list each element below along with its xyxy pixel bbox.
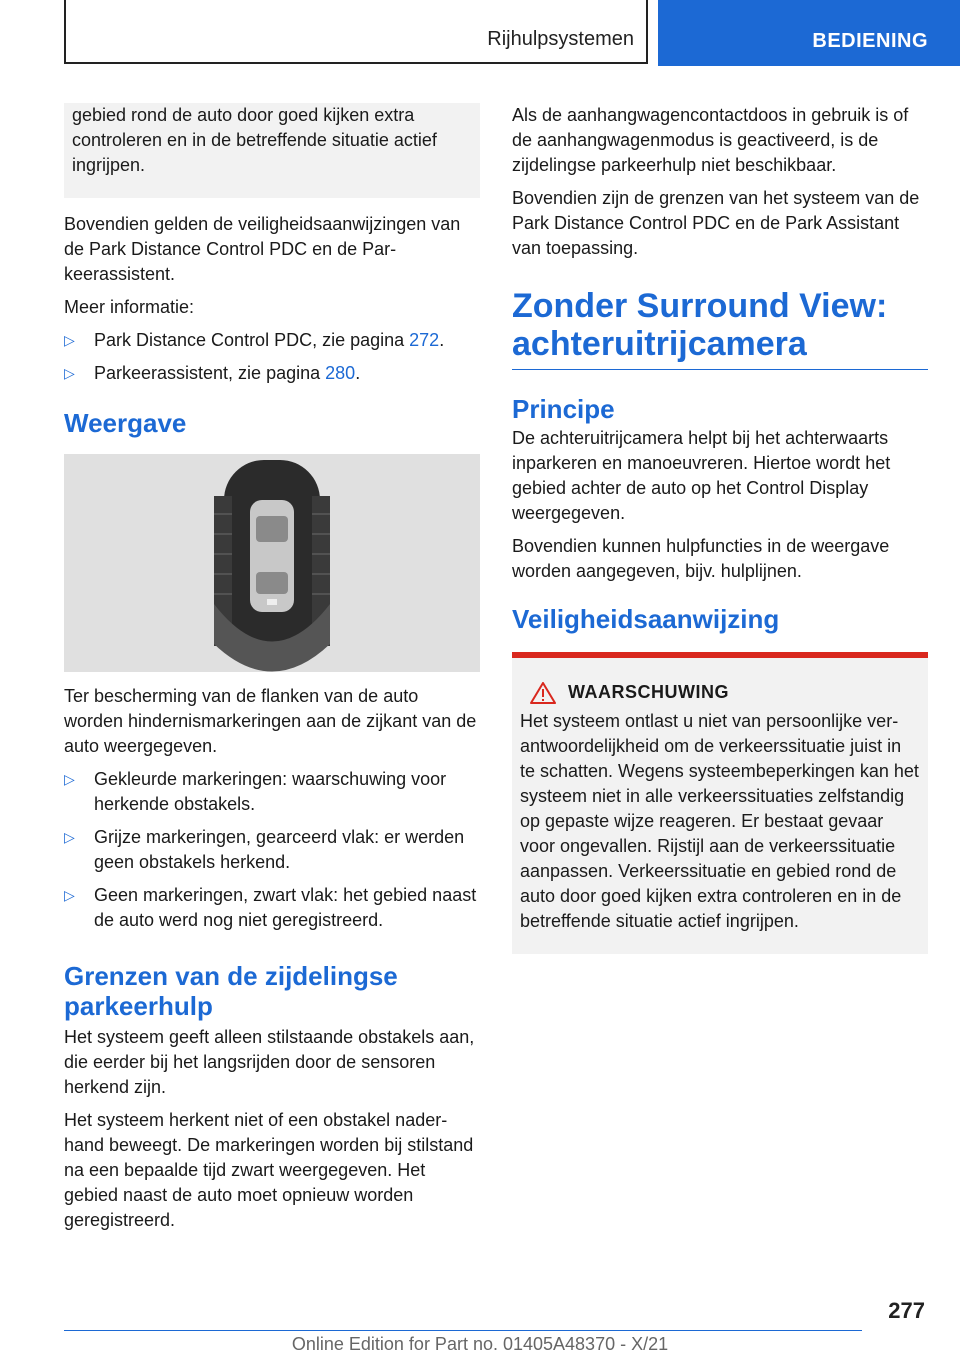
paragraph: Meer informatie:	[64, 297, 195, 317]
paragraph: Bovendien kunnen hulpfuncties in de weergave worden aangegeven, bijv. hulplijnen.	[512, 536, 890, 581]
left-column	[64, 103, 480, 1241]
footer-divider	[64, 1330, 862, 1331]
list-item: ▷ Parkeerassistent, zie pagina 280.	[64, 361, 480, 386]
chapter-heading-block	[512, 287, 928, 370]
triangle-bullet-icon: ▷	[64, 887, 75, 903]
triangle-bullet-icon: ▷	[64, 365, 75, 381]
header-section-title: Rijhulpsystemen	[487, 28, 634, 50]
warning-box	[512, 652, 928, 954]
reference-list	[64, 328, 480, 386]
paragraph: Bovendien zijn de grenzen van het systeem van de Park Distance Control PDC en de Park Assistant van toepassing.	[512, 188, 920, 258]
triangle-bullet-icon: ▷	[64, 771, 75, 787]
list-item: ▷ Gekleurde markeringen: waarschuwing voor herkende obstakels.	[64, 769, 447, 814]
paragraph: Ter bescherming van de flanken van de auto worden hindernismarkeringen aan de zijkant van de auto weergegeven.	[64, 686, 477, 756]
paragraph: De achteruitrijcamera helpt bij het achterwaarts inparkeren en manoeuvreren. Hiertoe wordt het gebied achter de auto op het Control Display weergegeven.	[512, 428, 891, 523]
header-chapter-title: BEDIENING	[812, 30, 928, 52]
warning-text: Het systeem ontlast u niet van persoonlijke verantwoordelijkheid om de verkeerssituatie juist in te schatten. Wegens systeembeperkingen kan het systeem niet in alle verkeerssituaties zelfstandig op gepaste wijze reageren. Er bestaat gevaar voor ongevallen. Rijstijl aan de verkeerssituatie aanpassen. Verkeerssituatie en gebied rond de auto door goed kijken extra controleren en in de betreffende situatie actief ingrijpen.	[520, 711, 919, 931]
heading-veiligheidsaanwijzing: Veiligheidsaanwijzing	[512, 604, 780, 634]
triangle-bullet-icon: ▷	[64, 332, 75, 348]
page-link-280[interactable]: 280	[325, 363, 356, 383]
paragraph: Als de aanhangwagencontactdoos in gebruik is of de aanhangwagenmodus is geactiveerd, is de zijdelingse parkeerhulp niet beschikbaar.	[512, 105, 909, 175]
car-top-view-icon	[64, 454, 480, 672]
header-chapter-box	[658, 0, 960, 66]
heading-principe: Principe	[512, 394, 615, 424]
warning-title: WAARSCHUWING	[568, 682, 729, 702]
list-item: ▷ Grijze markeringen, gearceerd vlak: er werden geen obstakels herkend.	[64, 827, 465, 872]
paragraph: Bovendien gelden de veiligheidsaanwijzingen van de Park Distance Control PDC en de Parkeerassistent.	[64, 214, 461, 284]
heading-zonder-surround-view: Zonder Surround View: achteruitrijcamera	[512, 287, 888, 363]
warning-triangle-icon	[530, 682, 556, 704]
page-link-272[interactable]: 272	[409, 330, 440, 350]
page-number: 277	[888, 1298, 925, 1323]
paragraph: Het systeem herkent niet of een obstakel naderhand beweegt. De markeringen worden bij stilstand na een bepaalde tijd zwart weergegeven. Het gebied naast de auto moet opnieuw worden geregistreerd.	[64, 1110, 474, 1230]
warning-title-row	[520, 680, 920, 705]
note-box-text: gebied rond de auto door goed kijken extra controleren en in de betreffende situatie actief ingrijpen.	[72, 105, 437, 175]
marker-list	[64, 767, 480, 933]
heading-grenzen: Grenzen van de zijdelingse parkeerhulp	[64, 961, 398, 1021]
list-item: ▷ Geen markeringen, zwart vlak: het gebied naast de auto werd nog niet geregistreerd.	[64, 885, 477, 930]
triangle-bullet-icon: ▷	[64, 829, 75, 845]
page-header	[0, 0, 960, 66]
right-column	[512, 103, 928, 954]
parking-display-illustration	[64, 454, 480, 672]
paragraph: Het systeem geeft alleen stilstaande obstakels aan, die eerder bij het langsrijden door de sensoren herkend zijn.	[64, 1027, 475, 1097]
header-section-box	[64, 0, 648, 64]
heading-weergave: Weergave	[64, 408, 187, 438]
footer-edition: Online Edition for Part no. 01405A48370 - X/21	[291, 1334, 669, 1354]
list-item: ▷ Park Distance Control PDC, zie pagina 272.	[64, 328, 480, 353]
note-box-continued	[64, 103, 480, 198]
